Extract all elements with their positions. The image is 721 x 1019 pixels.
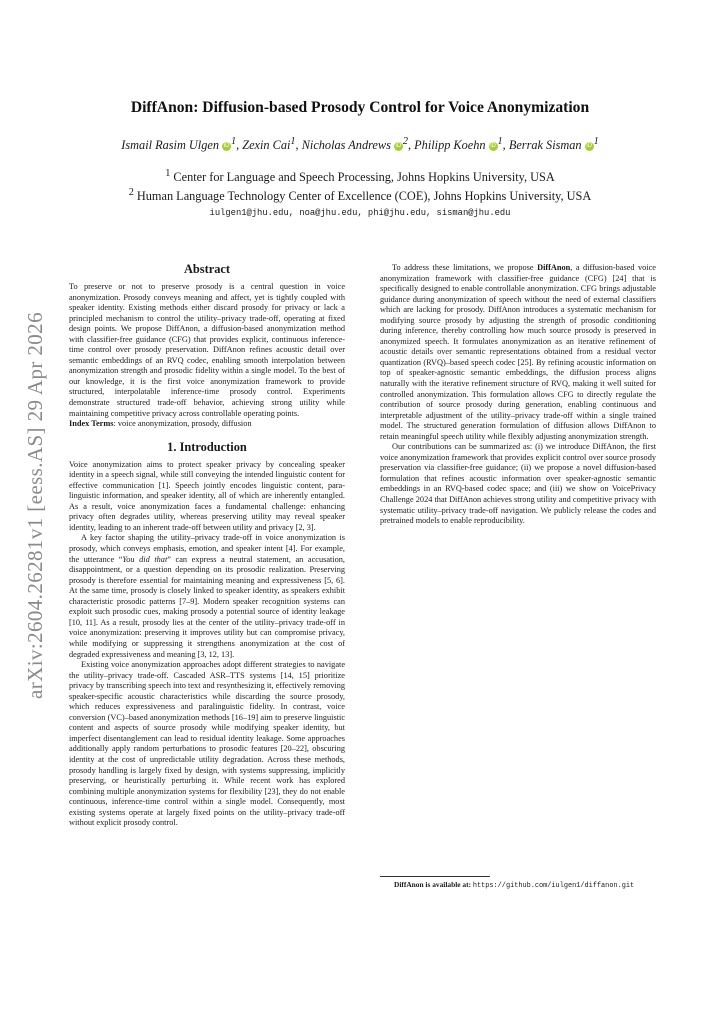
example-utterance: You did that bbox=[122, 554, 168, 564]
intro-paragraph-3: Existing voice anonymization approaches adopt different strategies to navigate the utility–privacy trade-off. Cascaded ASR–TTS systems [14, 15] prioritize privacy by transcribing speech into text and resynthesizing it, effectively removing speaker-specific acoustic characteristics while discarding the source prosody, which reduces expressiveness and paralinguistic fidelity. In contrast, voice conversion (VC)–based anonymization methods [16–19] aim to preserve linguistic content and aspects of source prosody while modifying speaker identity, but imperfect disentanglement can lead to residual identity leakage. Some approaches additionally apply random perturbations to prosodic features [20–22], obscuring identity at the cost of unpredictable utility degradation. Across these methods, prosody handling is largely fixed by design, with systems suppressing, implicitly preserving, or heuristically perturbing it. While recent work has explored combining multiple anonymization systems for flexibility [23], they do not enable continuous, inference-time control within a single model. Consequently, most existing systems operate at largely fixed points on the utility–privacy trade-off without explicit prosody control. bbox=[69, 660, 345, 828]
footnote-label: DiffAnon is available at: bbox=[394, 880, 471, 889]
orcid-icon[interactable]: iD bbox=[223, 143, 230, 150]
intro-paragraph-5: Our contributions can be summarized as: (i) we introduce DiffAnon, the first voice anonymization framework that provides explicit control over source prosody preservation via classifier-free guidance; (ii) we propose a novel diffusion-based formulation that refines acoustic information over speaker-agnostic semantic embeddings in an RVQ-based codec space; and (iii) we show on VoicePrivacy Challenge 2024 that DiffAnon achieves strong utility and competitive privacy with systematic utility–privacy trade-off navigation. We publicly release the codes and pretrained models to enable reproducibility. bbox=[380, 442, 656, 526]
author-affil-sup: 1 bbox=[290, 136, 296, 147]
author-cai: Zexin Cai$^1$, bbox=[242, 136, 299, 153]
footnote-rule bbox=[380, 876, 490, 877]
index-terms-label: Index Terms bbox=[69, 419, 114, 429]
author-affil-sup: 2 bbox=[402, 136, 408, 147]
orcid-icon[interactable]: iD bbox=[490, 143, 496, 150]
author-emails: iulgen1@jhu.edu, noa@jhu.edu, phi@jhu.edu, sisman@jhu.edu bbox=[209, 208, 511, 219]
method-name: DiffAnon bbox=[537, 263, 571, 272]
author-list bbox=[60, 134, 660, 153]
intro-paragraph-1: Voice anonymization aims to protect speaker privacy by concealing speaker identity in a speech signal, while still conveying the intended linguistic content for effective communication [1]. Speech jointly encodes linguistic content, para-linguistic information, and speaker identity, all of which are inherently entangled. As a result, voice anonymization faces a fundamental challenge: enhancing privacy often degrades utility, whereas preserving utility may reveal speaker identity, leading to an inherent trade-off between utility and privacy [2, 3]. bbox=[69, 459, 345, 532]
footnote bbox=[380, 880, 656, 892]
orcid-icon[interactable]: iD bbox=[395, 143, 402, 150]
paper-title: DiffAnon: Diffusion-based Prosody Control for Voice Anonymization bbox=[130, 99, 590, 116]
author-affil-sup: 1 bbox=[497, 136, 503, 147]
author-name: Nicholas Andrews bbox=[301, 138, 391, 153]
affiliation-1: $^1$ Center for Language and Speech Processing, Johns Hopkins University, USA bbox=[165, 168, 555, 185]
right-column bbox=[380, 263, 656, 527]
intro-paragraph-4: To address these limitations, we propose DiffAnon, a diffusion-based voice anonymization framework with classifier-free guidance (CFG) [24] that is specifically designed to enable controllable anonymization. CFG brings adjustable guidance during anonymization of speech without the need of external classifiers which are lacking for prosody. DiffAnon introduces a systematic mechanism for modifying source prosody by adjusting the strength of prosodic conditioning during inference, thereby controlling how much source prosody is preserved in anonymized speech. It formulates anonymization as an iterative refinement of acoustic details over semantic representations obtained from a residual vector quantization (RVQ)–based speech codec [25]. By refining acoustic information on top of speaker-agnostic semantic embeddings, the diffusion process aligns naturally with the iterative refinement structure of RVQ, making it well suited for controlled anonymization. This formulation allows CFG to directly regulate the contribution of source prosody during generation, enabling continuous and interpretable adjustment of the utility–privacy trade-off within a single trained model. The structured generation formulation of diffusion allows DiffAnon to retain meaningful speech utility while flexibly adjusting anonymization strength. bbox=[380, 263, 656, 441]
author-affil-sup: 1 bbox=[593, 136, 599, 147]
intro-paragraph-2: A key factor shaping the utility–privacy trade-off in voice anonymization is prosody, which conveys emphasis, emotion, and speaker intent [4]. For example, the utterance “You did that” can express a neutral statement, an accusation, disappointment, or a question depending on its prosodic realization. Preserving prosody is therefore essential for maintaining meaning and expressiveness [5, 6]. At the same time, prosody is closely linked to speaker identity, as speakers exhibit characteristic prosodic patterns [7–9]. Modern speaker recognition systems can exploit such prosodic cues, making prosody a potential source of identity leakage [10, 11]. As a result, prosody lies at the center of the utility–privacy trade-off in voice anonymization: preserving it improves utility but can compromise privacy, while modifying or suppressing it strengthens anonymization at the cost of degraded expressiveness and meaning [3, 12, 13]. bbox=[69, 533, 345, 659]
author-name: Philipp Koehn bbox=[414, 138, 486, 153]
abstract-heading: Abstract bbox=[183, 262, 231, 276]
index-terms-value: : voice anonymization, prosody, diffusion bbox=[113, 419, 252, 429]
arxiv-stamp bbox=[22, 285, 48, 725]
author-ulgen: Ismail Rasim Ulgen iD $^1$, bbox=[121, 136, 240, 153]
left-column bbox=[69, 262, 345, 829]
orcid-icon[interactable]: iD bbox=[586, 143, 592, 150]
abstract-text: To preserve or not to preserve prosody is a central question in voice anonymization. Prosody conveys meaning and affect, yet is tightly coupled with speaker identity. Existing methods either discard prosody for privacy or lack a principled mechanism to control the utility–privacy trade-off, operating at fixed design points. We propose DiffAnon, a diffusion-based anonymization method with classifier-free guidance (CFG) that provides explicit, continuous inference-time control over prosody preservation. DiffAnon refines acoustic detail over semantic embeddings of an RVQ codec, enabling smooth interpolation between anonymization strength and prosodic fidelity within a single model. To the best of our knowledge, it is the first voice anonymization framework to provide structured, interpolatable inference-time prosody control. Experiments demonstrate structured trade-off behavior, achieving strong utility while maintaining competitive privacy across controllable operating points. bbox=[69, 282, 345, 418]
author-koehn: Philipp Koehn iD $^1$, bbox=[414, 136, 506, 153]
footnote-url[interactable]: https://github.com/iulgen1/diffanon.git bbox=[472, 882, 635, 890]
introduction-heading: 1. Introduction bbox=[167, 439, 247, 454]
affiliation-2: $^2$ Human Language Technology Center of Excellence (COE), Johns Hopkins University, USA bbox=[128, 187, 592, 204]
author-andrews: Nicholas Andrews iD $^2$, bbox=[301, 136, 412, 153]
author-name: Berrak Sisman bbox=[508, 138, 582, 153]
paper-header bbox=[60, 98, 660, 219]
author-name: Ismail Rasim Ulgen bbox=[121, 138, 219, 153]
author-name: Zexin Cai bbox=[242, 138, 291, 153]
affiliation-list bbox=[60, 166, 660, 204]
author-sisman bbox=[509, 138, 599, 152]
author-affil-sup: 1 bbox=[230, 136, 237, 147]
index-terms bbox=[69, 419, 345, 430]
arxiv-stamp-text: arXiv:2604.26281v1 [eess.AS] 29 Apr 2026 bbox=[22, 311, 47, 699]
